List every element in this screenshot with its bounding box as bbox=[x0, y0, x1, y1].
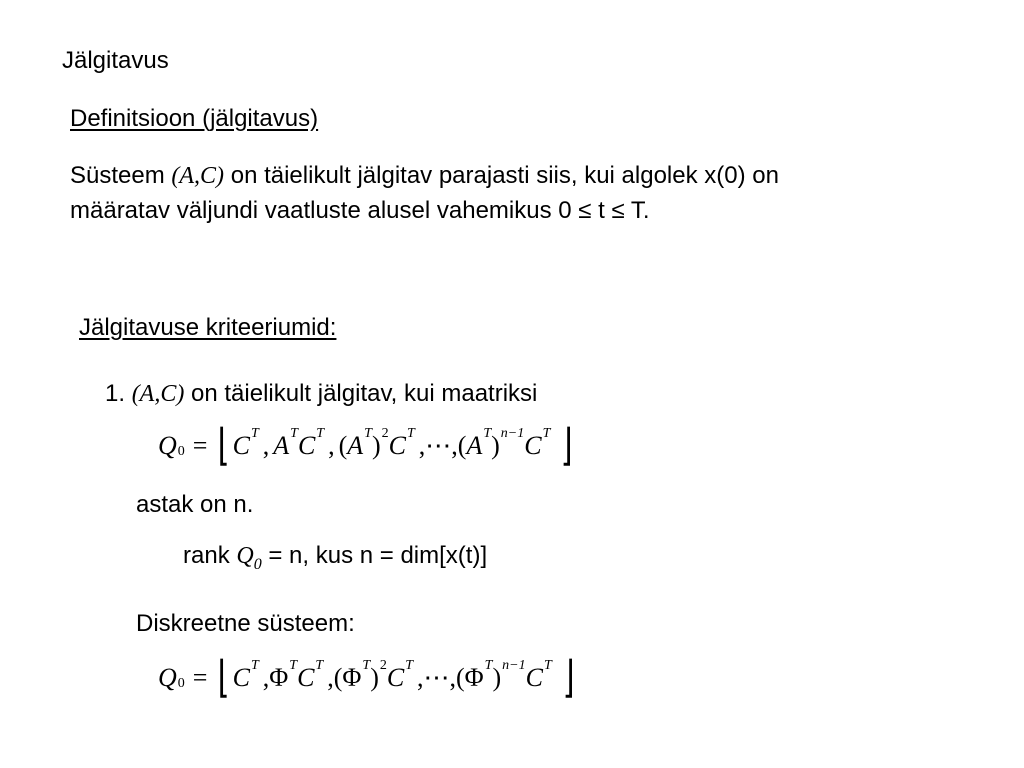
criterion-item-1-number: 1. bbox=[105, 380, 132, 407]
definition-system-symbol: (A,C) bbox=[171, 163, 225, 189]
rank-condition-symbol: Q bbox=[236, 543, 254, 569]
criterion-item-1-post: on täielikult jälgitav, kui maatriksi bbox=[184, 380, 538, 407]
eq2-right-bracket: ⌋ bbox=[562, 653, 575, 702]
criterion-system-symbol: (A,C) bbox=[131, 381, 185, 407]
rank-statement: astak on n. bbox=[136, 491, 254, 518]
rank-condition-pre: rank bbox=[183, 542, 237, 569]
observability-matrix-equation: Q $_0$ = ⌊ C $^T$ , A $^T$ C $^T$ , ( A $^T$ ) $^2$ C $^T$ ,⋯,( A $^T$ ) $^{n-1}$ C $^T$ ⌋ bbox=[158, 421, 573, 470]
eq1-lhs: Q bbox=[158, 431, 177, 460]
rank-condition-subscript: 0 bbox=[253, 556, 262, 573]
eq1-left-bracket: ⌊ bbox=[218, 421, 231, 470]
definition-heading: Definitsioon (jälgitavus) bbox=[70, 105, 319, 132]
eq1-equals: = bbox=[192, 431, 208, 460]
rank-condition-post: = n, kus n = dim[x(t)] bbox=[261, 542, 488, 569]
eq2-equals: = bbox=[192, 663, 208, 692]
eq2-left-bracket: ⌊ bbox=[218, 653, 231, 702]
eq2-lhs: Q bbox=[158, 663, 177, 692]
eq2-lhs-sub: 0 bbox=[177, 676, 185, 691]
definition-line-2: määratav väljundi vaatluste alusel vahemikus 0 ≤ t ≤ T. bbox=[70, 197, 650, 224]
eq1-lhs-sub: 0 bbox=[177, 444, 185, 459]
criterion-item-1 bbox=[105, 379, 537, 409]
eq1-right-bracket: ⌋ bbox=[560, 421, 573, 470]
criteria-heading: Jälgitavuse kriteeriumid: bbox=[79, 314, 337, 341]
rank-condition bbox=[183, 541, 487, 574]
page-title: Jälgitavus bbox=[62, 47, 169, 74]
definition-line-1-pre: Süsteem bbox=[70, 162, 172, 189]
discrete-observability-matrix-equation: Q $_0$ = ⌊ C $^T$ ,Φ $^T$ C $^T$ ,(Φ $^T$ ) $^2$ C $^T$ ,⋯,(Φ $^T$ ) $^{n-1}$ C $^T$ ⌋ bbox=[158, 653, 575, 702]
definition-line-1 bbox=[70, 161, 779, 191]
definition-line-1-post: on täielikult jälgitav parajasti siis, kui algolek x(0) on bbox=[224, 162, 779, 189]
discrete-system-heading: Diskreetne süsteem: bbox=[136, 610, 355, 637]
